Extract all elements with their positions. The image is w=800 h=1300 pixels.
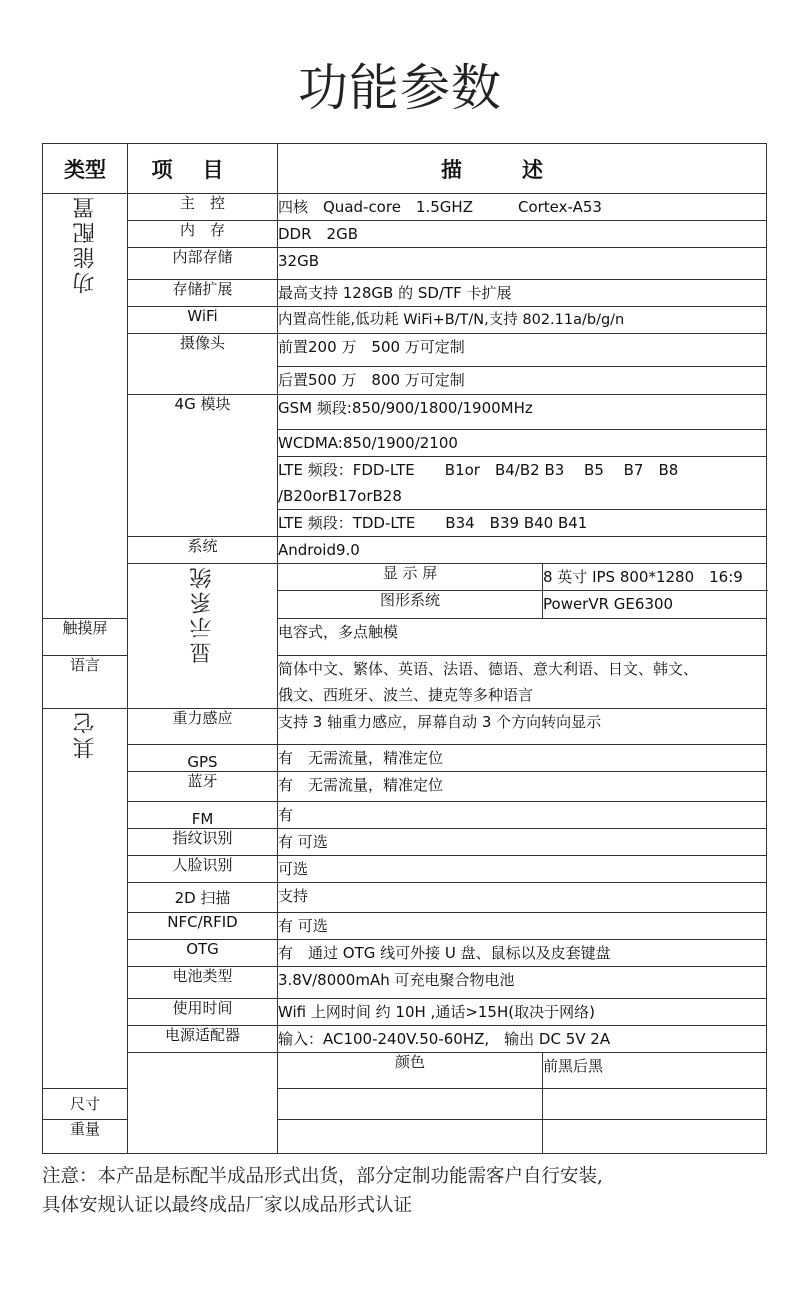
category-blank [128,1053,278,1154]
item-otg: OTG [128,940,278,967]
item-size: 尺寸 [43,1089,128,1120]
item-os: 系统 [128,537,278,564]
item-screen: 显 示 屏 [278,564,543,591]
item-gps: GPS [128,745,278,772]
item-bt: 蓝牙 [128,772,278,802]
desc-nfc: 有 可选 [278,913,767,940]
table-row [43,913,767,940]
header-type: 类型 [43,144,128,194]
desc-4g-wcdma: WCDMA:850/1900/2100 [278,430,767,457]
table-row [43,856,767,883]
desc-finger: 有 可选 [278,829,767,856]
item-touch: 触摸屏 [43,619,128,656]
desc-size-extra [543,1089,767,1120]
item-weight: 重量 [43,1120,128,1154]
spec-table [42,143,767,1154]
desc-os: Android9.0 [278,537,767,564]
desc-otg: 有 通过 OTG 线可外接 U 盘、鼠标以及皮套键盘 [278,940,767,967]
table-row [43,1053,767,1089]
table-header-row [43,144,767,194]
category-function: 功能配置 [43,194,128,619]
header-desc: 描述 [278,144,767,194]
desc-touch: 电容式，多点触模 [278,619,767,656]
desc-bt: 有 无需流量，精准定位 [278,772,767,802]
item-battery: 电池类型 [128,967,278,999]
desc-wifi: 内置高性能,低功耗 WiFi+B/T/N,支持 802.11a/b/g/n [278,307,767,334]
desc-camera-rear: 后置500 万 800 万可定制 [278,367,767,395]
table-row [43,307,767,334]
table-row [43,537,767,564]
desc-battery: 3.8V/8000mAh 可充电聚合物电池 [278,967,767,999]
desc-face: 可选 [278,856,767,883]
desc-lang [278,656,767,709]
desc-expand: 最高支持 128GB 的 SD/TF 卡扩展 [278,280,767,307]
item-scan: 2D 扫描 [128,883,278,913]
table-row [43,883,767,913]
desc-lang-line2: 俄文、西班牙、波兰、捷克等多种语言 [278,686,534,704]
item-expand: 存储扩展 [128,280,278,307]
item-finger: 指纹识别 [128,829,278,856]
desc-storage: 32GB [278,248,767,280]
table-row [43,248,767,280]
footnote-line1: 注意：本产品是标配半成品形式出货，部分定制功能需客户自行安装, [42,1166,603,1187]
footnote [42,1162,782,1220]
desc-gsensor: 支持 3 轴重力感应，屏幕自动 3 个方向转向显示 [278,709,767,745]
desc-adapter: 输入：AC100-240V.50-60HZ, 输出 DC 5V 2A [278,1026,767,1053]
item-fm: FM [128,802,278,829]
desc-size [278,1089,543,1120]
item-lang: 语言 [43,656,128,709]
desc-weight-extra [543,1120,767,1154]
item-color: 颜色 [278,1053,543,1089]
table-row [43,772,767,802]
table-row [43,280,767,307]
item-gpu: 图形系统 [278,591,543,619]
table-row [43,194,767,221]
item-face: 人脸识别 [128,856,278,883]
desc-scan: 支持 [278,883,767,913]
table-row [43,829,767,856]
table-row [43,709,767,745]
header-item: 项目 [128,144,278,194]
item-wifi: WiFi [128,307,278,334]
table-row [43,221,767,248]
desc-fm: 有 [278,802,767,829]
item-usage: 使用时间 [128,999,278,1026]
footnote-line2: 具体安规认证以最终成品厂家以成品形式认证 [42,1195,413,1216]
desc-gpu: PowerVR GE6300 [543,591,767,619]
desc-ram: DDR 2GB [278,221,767,248]
item-nfc: NFC/RFID [128,913,278,940]
desc-4g-fdd-line1: LTE 频段：FDD-LTE B1or B4/B2 B3 B5 B7 B8 [278,461,679,479]
desc-lang-line1: 简体中文、繁体、英语、法语、德语、意大利语、日文、韩文、 [278,660,699,678]
desc-screen: 8 英寸 IPS 800*1280 16:9 [543,564,767,591]
table-row [43,395,767,430]
desc-usage: Wifi 上网时间 约 10H ,通话>15H(取决于网络) [278,999,767,1026]
desc-gps: 有 无需流量，精准定位 [278,745,767,772]
table-row [43,999,767,1026]
table-row [43,1026,767,1053]
table-row [43,334,767,367]
item-cpu: 主 控 [128,194,278,221]
category-display: 显示系统 [128,564,278,709]
desc-4g-fdd [278,457,767,510]
table-row [43,967,767,999]
desc-4g-fdd-line2: /B20orB17orB28 [278,487,402,505]
page-title: 功能参数 [298,59,502,117]
category-other: 其它 [43,709,128,1089]
table-row [43,745,767,772]
item-gsensor: 重力感应 [128,709,278,745]
desc-weight [278,1120,543,1154]
item-adapter: 电源适配器 [128,1026,278,1053]
desc-4g-tdd: LTE 频段：TDD-LTE B34 B39 B40 B41 [278,510,767,537]
desc-4g-gsm: GSM 频段:850/900/1800/1900MHz [278,395,767,430]
table-row [43,564,767,591]
desc-cpu: 四核 Quad-core 1.5GHZ Cortex-A53 [278,194,767,221]
item-camera: 摄像头 [128,334,278,395]
table-row [43,802,767,829]
item-storage: 内部存储 [128,248,278,280]
table-row [43,940,767,967]
item-ram: 内 存 [128,221,278,248]
item-4g: 4G 模块 [128,395,278,537]
desc-camera-front: 前置200 万 500 万可定制 [278,334,767,367]
desc-color: 前黑后黑 [543,1053,767,1089]
